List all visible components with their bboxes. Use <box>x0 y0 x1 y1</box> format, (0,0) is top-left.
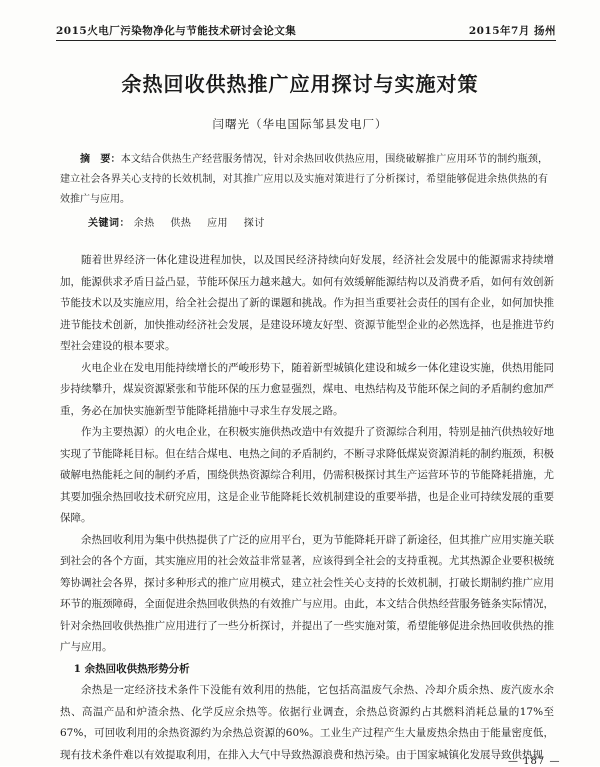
abstract <box>60 150 548 210</box>
keywords-label: 关键词： <box>88 218 130 229</box>
author-line: 闫曙光（华电国际邹县发电厂） <box>212 117 388 131</box>
header-date-location: 2015年7月 扬州 <box>468 25 556 37</box>
keyword-item: 探讨 <box>243 218 265 229</box>
body-paragraph: 余热回收利用为集中供热提供了广泛的应用平台，更为节能降耗开辟了新途径，但其推广应用实施关联到社会的各个方面，其实施应用的社会效益非常显著，应该得到全社会的支持重视。尤其热源企业要积极统筹协调社会各界，探讨多种形式的推广应用模式，建立社会性关心支持的长效机制，打破长期制约推广应用环节的瓶颈障碍，全面促进余热回收供热的有效推广与应用。由此，本文结合供热经营服务链条实际情况，针对余热回收供热推广应用进行了一些分析探讨，并提出了一些实施对策，希望能够促进余热回收供热的推广与应用。 <box>60 533 554 653</box>
body-paragraph: 作为主要热源）的火电企业，在积极实施供热改造中有效提升了资源综合利用，特别是抽汽供热较好地实现了节能降耗目标。但在结合煤电、电热之间的矛盾制约，不断寻求降低煤炭资源消耗的制约瓶颈，积极破解电热能耗之间的制约矛盾，围绕供热资源综合利用，仍需积极探讨其生产运营环节的节能降耗措施，尤其要加强余热回收技术研究应用，这是企业节能降耗长效机制建设的重要举措，也是企业可持续发展的重要保障。 <box>60 426 554 524</box>
paper-title: 余热回收供热推广应用探讨与实施对策 <box>121 72 479 96</box>
body-paragraph: 火电企业在发电用能持续增长的严峻形势下，随着新型城镇化建设和城乡一体化建设实施，供热用能同步持续攀升，煤炭资源紧张和节能环保的压力愈显强烈，煤电、电热结构及节能环保之间的矛盾制约愈加严重，务必在加快实施新型节能降耗措施中寻求生存发展之路。 <box>60 361 554 417</box>
abstract-text: 本文结合供热生产经营服务情况，针对余热回收供热应用，围绕破解推广应用环节的制约瓶颈，建立社会各界关心支持的长效机制，对其推广应用以及实施对策进行了分析探讨，希望能够促进余热供热的有效推广与应用。 <box>60 154 549 205</box>
body-paragraph: 随着世界经济一体化建设进程加快，以及国民经济持续向好发展，经济社会发展中的能源需求持续增加，能源供求矛盾日益凸显，节能环保压力越来越大。如何有效缓解能源结构以及消费矛盾，如何有效创新节能技术以及实施应用，给全社会提出了新的课题和挑战。作为担当重要社会责任的国有企业，如何加快推进节能技术创新，加快推动经济社会发展，是建设环境友好型、资源节能型企业的必然选择，也是推进节约型社会建设的根本要求。 <box>60 254 554 352</box>
keyword-item: 供热 <box>170 218 192 229</box>
section-heading: 1 余热回收供热形势分析 <box>73 662 190 675</box>
keywords <box>88 214 277 229</box>
body-text <box>60 250 554 766</box>
header-divider <box>56 40 556 41</box>
running-header <box>56 18 556 38</box>
body-paragraph: 余热是一定经济技术条件下没能有效利用的热能，它包括高温废气余热、冷却介质余热、废汽废水余热、高温产品和炉渣余热、化学反应余热等。依据行业调查，余热总资源约占其燃料消耗总量的17%至67%，可回收利用的余热资源约为余热总资源的60%。工业生产过程产生大量废热余热由于能量密度低，现有技术条件难以有效提取利用，在排入大气中导致热源浪费和热污染。由于国家城镇化发展导致供热规 <box>60 684 554 761</box>
page-number: — 187 — <box>508 756 561 767</box>
abstract-label: 摘 要： <box>80 154 121 165</box>
header-proceedings-title: 2015火电厂污染物净化与节能技术研讨会论文集 <box>56 25 297 37</box>
keyword-item: 余热 <box>133 218 155 229</box>
keyword-item: 应用 <box>207 218 229 229</box>
